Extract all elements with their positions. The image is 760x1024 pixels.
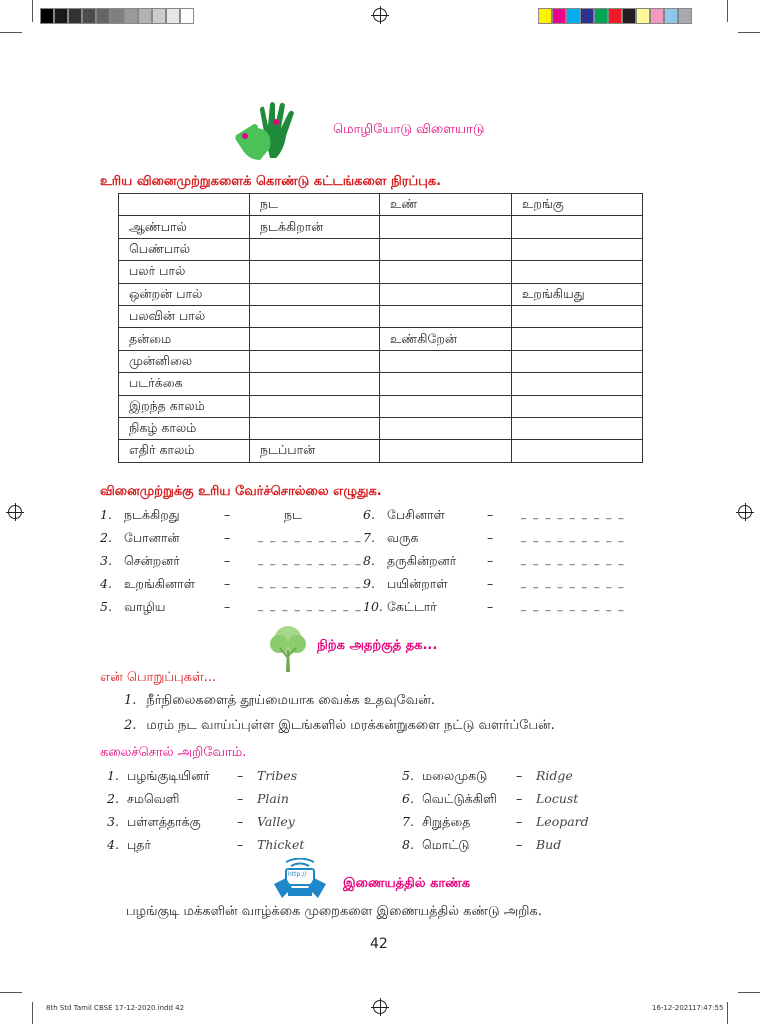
exercise-item <box>363 551 626 571</box>
color-swatch <box>152 8 166 24</box>
color-swatch <box>110 8 124 24</box>
english-term: Thicket <box>257 837 305 852</box>
table-cell <box>512 350 643 372</box>
table-cell: தன்மை <box>119 328 250 350</box>
glossary-item <box>402 812 632 832</box>
exercise-item <box>363 597 626 617</box>
tamil-term: புதர் <box>127 837 151 852</box>
exercise-item <box>363 528 626 548</box>
table-cell: நிகழ் காலம் <box>119 417 250 439</box>
color-swatch <box>566 8 580 24</box>
table-cell <box>512 305 643 327</box>
table-row <box>119 261 643 283</box>
tamil-term: மலைமுகடு <box>422 768 488 783</box>
dash: – <box>487 599 494 614</box>
answer-blank[interactable]: _ _ _ _ _ _ _ _ _ <box>258 555 363 566</box>
color-swatch <box>538 8 552 24</box>
item-number: 1. <box>100 507 112 522</box>
exercise-item <box>363 574 626 594</box>
dash: – <box>224 599 231 614</box>
table-cell <box>380 216 512 238</box>
table-instruction: உரிய வினைமுற்றுகளைக் கொண்டு கட்டங்களை நிரப்புக. <box>100 174 442 189</box>
color-swatch <box>68 8 82 24</box>
table-cell <box>512 395 643 417</box>
glossary-item <box>107 812 337 832</box>
item-number: 8. <box>363 553 375 568</box>
table-cell: நடப்பான் <box>250 440 380 462</box>
item-number: 9. <box>363 576 375 591</box>
table-cell: உண்கிறேன் <box>380 328 512 350</box>
answer-blank[interactable]: _ _ _ _ _ _ _ _ _ <box>258 532 363 543</box>
table-cell: உறங்கு <box>512 194 643 216</box>
footer-date: 16-12-2021 <box>652 1004 693 1012</box>
color-swatch <box>664 8 678 24</box>
tamil-term: சமவெளி <box>127 791 180 806</box>
crop-mark <box>738 992 760 993</box>
table-cell: உண் <box>380 194 512 216</box>
color-swatch <box>138 8 152 24</box>
color-swatch <box>636 8 650 24</box>
dash: – <box>487 576 494 591</box>
table-cell <box>250 395 380 417</box>
verb-word: போனான் <box>124 530 180 545</box>
color-swatch <box>96 8 110 24</box>
process-color-bar <box>538 8 692 24</box>
dash: – <box>224 507 231 522</box>
crop-mark <box>32 1002 33 1024</box>
table-cell <box>380 283 512 305</box>
english-term: Leopard <box>536 814 589 829</box>
english-term: Plain <box>257 791 289 806</box>
answer-blank[interactable]: _ _ _ _ _ _ _ _ _ <box>258 601 363 612</box>
table-cell: பெண்பால் <box>119 238 250 260</box>
item-number: 2. <box>100 530 112 545</box>
exercise-item <box>100 597 363 617</box>
table-cell <box>380 261 512 283</box>
table-row <box>119 350 643 372</box>
table-cell: எதிர் காலம் <box>119 440 250 462</box>
item-number: 6. <box>402 791 414 806</box>
table-row <box>119 440 643 462</box>
verb-word: பேசினாள் <box>387 507 445 522</box>
table-row <box>119 417 643 439</box>
table-cell <box>380 373 512 395</box>
color-swatch <box>40 8 54 24</box>
dash: – <box>237 768 244 783</box>
table-cell <box>250 417 380 439</box>
table-cell <box>250 373 380 395</box>
crop-mark <box>727 0 728 22</box>
verb-word: உறங்கினாள் <box>124 576 195 591</box>
table-cell: பலர் பால் <box>119 261 250 283</box>
item-number: 3. <box>100 553 112 568</box>
item-number: 1. <box>124 693 137 708</box>
item-number: 4. <box>107 837 119 852</box>
verb-word: சென்றனர் <box>124 553 180 568</box>
color-swatch <box>678 8 692 24</box>
table-cell: ஒன்றன் பால் <box>119 283 250 305</box>
table-cell <box>250 328 380 350</box>
answer-blank[interactable]: _ _ _ _ _ _ _ _ _ <box>521 578 626 589</box>
table-cell: படர்க்கை <box>119 373 250 395</box>
footer-time: 17:47:55 <box>692 1004 724 1012</box>
table-cell: நடக்கிறான் <box>250 216 380 238</box>
color-swatch <box>82 8 96 24</box>
color-swatch <box>622 8 636 24</box>
crop-mark <box>727 1002 728 1024</box>
verb-word: வாழிய <box>124 599 166 614</box>
dash: – <box>516 768 523 783</box>
glossary-title: கலைச்சொல் அறிவோம். <box>100 745 247 760</box>
glossary-item <box>402 789 632 809</box>
table-cell <box>512 373 643 395</box>
crop-mark <box>0 992 22 993</box>
color-swatch <box>552 8 566 24</box>
table-cell <box>512 417 643 439</box>
table-header-row <box>119 194 643 216</box>
verb-word: கேட்டார் <box>387 599 437 614</box>
exercise-item <box>100 505 360 525</box>
grayscale-color-bar <box>40 8 194 24</box>
table-cell <box>380 395 512 417</box>
hands-icon <box>230 98 302 164</box>
table-row <box>119 305 643 327</box>
table-cell <box>380 417 512 439</box>
table-row <box>119 238 643 260</box>
table-cell: இறந்த காலம் <box>119 395 250 417</box>
tamil-term: வெட்டுக்கிளி <box>422 791 497 806</box>
color-swatch <box>608 8 622 24</box>
table-cell <box>119 194 250 216</box>
dash: – <box>224 530 231 545</box>
exercise-item <box>100 574 363 594</box>
item-number: 7. <box>363 530 375 545</box>
glossary-item <box>107 789 337 809</box>
color-swatch <box>594 8 608 24</box>
glossary-item <box>107 835 337 855</box>
table-row <box>119 328 643 350</box>
item-number: 3. <box>107 814 119 829</box>
tamil-term: பள்ளத்தாக்கு <box>127 814 201 829</box>
table-cell <box>250 350 380 372</box>
crop-mark <box>738 32 760 33</box>
exercise-item <box>100 551 363 571</box>
dash: – <box>237 837 244 852</box>
color-swatch <box>180 8 194 24</box>
internet-icon <box>272 858 328 902</box>
url-icon-label: http:// <box>288 871 307 878</box>
footer-file: 8th Std Tamil CBSE 17-12-2020.indd 42 <box>46 1004 185 1012</box>
dash: – <box>487 507 494 522</box>
section-title: நிற்க அதற்குத் தக... <box>317 638 438 653</box>
root-word-instruction: வினைமுற்றுக்கு உரிய வேர்ச்சொல்லை எழுதுக. <box>100 484 382 499</box>
dash: – <box>224 553 231 568</box>
table-row <box>119 373 643 395</box>
item-number: 4. <box>100 576 112 591</box>
verb-table <box>118 193 643 463</box>
table-cell: பலவின் பால் <box>119 305 250 327</box>
answer-blank[interactable]: _ _ _ _ _ _ _ _ _ <box>521 532 626 543</box>
responsibility-item <box>124 691 435 711</box>
color-swatch <box>580 8 594 24</box>
dash: – <box>237 791 244 806</box>
dash: – <box>516 837 523 852</box>
dash: – <box>237 814 244 829</box>
glossary-item <box>402 835 632 855</box>
table-row <box>119 283 643 305</box>
responsibility-item <box>124 716 555 736</box>
item-number: 1. <box>107 768 119 783</box>
registration-mark-icon <box>738 505 752 519</box>
table-cell: ஆண்பால் <box>119 216 250 238</box>
responsibility-text: மரம் நட வாய்ப்புள்ள இடங்களில் மரக்கன்றுகளை நட்டு வளர்ப்பேன். <box>146 718 555 733</box>
english-term: Locust <box>536 791 579 806</box>
item-number: 6. <box>363 507 375 522</box>
table-cell <box>380 238 512 260</box>
tamil-term: மொட்டு <box>422 837 470 852</box>
item-number: 10. <box>363 599 383 614</box>
exercise-item <box>100 528 363 548</box>
item-number: 5. <box>402 768 414 783</box>
exercise-item <box>363 505 626 525</box>
table-cell: முன்னிலை <box>119 350 250 372</box>
crop-mark <box>32 0 33 22</box>
registration-mark-icon <box>8 505 22 519</box>
english-term: Valley <box>257 814 295 829</box>
item-number: 5. <box>100 599 112 614</box>
table-cell <box>512 440 643 462</box>
dash: – <box>487 530 494 545</box>
answer-blank[interactable]: _ _ _ _ _ _ _ _ _ <box>521 555 626 566</box>
dash: – <box>224 576 231 591</box>
item-number: 8. <box>402 837 414 852</box>
table-cell <box>250 238 380 260</box>
table-cell <box>250 283 380 305</box>
table-cell <box>380 440 512 462</box>
table-cell: நட <box>250 194 380 216</box>
section-title: மொழியோடு விளையாடு <box>333 122 485 137</box>
english-term: Bud <box>536 837 562 852</box>
dash: – <box>487 553 494 568</box>
verb-word: பயின்றாள் <box>387 576 448 591</box>
table-cell <box>380 305 512 327</box>
table-row <box>119 216 643 238</box>
table-cell <box>380 350 512 372</box>
english-term: Ridge <box>536 768 573 783</box>
glossary-item <box>402 766 632 786</box>
table-cell <box>250 261 380 283</box>
item-number: 2. <box>124 718 137 733</box>
item-number: 2. <box>107 791 119 806</box>
tamil-term: பழங்குடியினர் <box>127 768 210 783</box>
item-number: 7. <box>402 814 414 829</box>
registration-mark-icon <box>373 8 387 22</box>
tamil-term: சிறுத்தை <box>422 814 471 829</box>
answer-blank[interactable]: _ _ _ _ _ _ _ _ _ <box>521 509 626 520</box>
table-cell <box>250 305 380 327</box>
table-cell <box>512 261 643 283</box>
responsibilities-subtitle: என் பொறுப்புகள்... <box>100 670 217 685</box>
table-row <box>119 395 643 417</box>
verb-word: வருக <box>387 530 419 545</box>
verb-word: தருகின்றனர் <box>387 553 457 568</box>
registration-mark-icon <box>373 1000 387 1014</box>
responsibility-text: நீர்நிலைகளைத் தூய்மையாக வைக்க உதவுவேன். <box>146 693 435 708</box>
table-cell <box>512 328 643 350</box>
dash: – <box>516 791 523 806</box>
dash: – <box>516 814 523 829</box>
color-swatch <box>650 8 664 24</box>
answer-blank[interactable]: _ _ _ _ _ _ _ _ _ <box>521 601 626 612</box>
color-swatch <box>166 8 180 24</box>
color-swatch <box>54 8 68 24</box>
answer-text: நட <box>284 507 302 522</box>
answer-blank[interactable]: _ _ _ _ _ _ _ _ _ <box>258 578 363 589</box>
crop-mark <box>0 32 22 33</box>
table-cell <box>512 216 643 238</box>
english-term: Tribes <box>257 768 298 783</box>
tree-icon <box>268 624 308 674</box>
verb-word: நடக்கிறது <box>124 507 180 522</box>
table-cell <box>512 238 643 260</box>
table-cell: உறங்கியது <box>512 283 643 305</box>
color-swatch <box>124 8 138 24</box>
page-number: 42 <box>370 936 388 952</box>
section-title: இணையத்தில் காண்க <box>343 876 471 891</box>
glossary-item <box>107 766 337 786</box>
internet-task-text: பழங்குடி மக்களின் வாழ்க்கை முறைகளை இணையத்தில் கண்டு அறிக. <box>126 904 542 919</box>
